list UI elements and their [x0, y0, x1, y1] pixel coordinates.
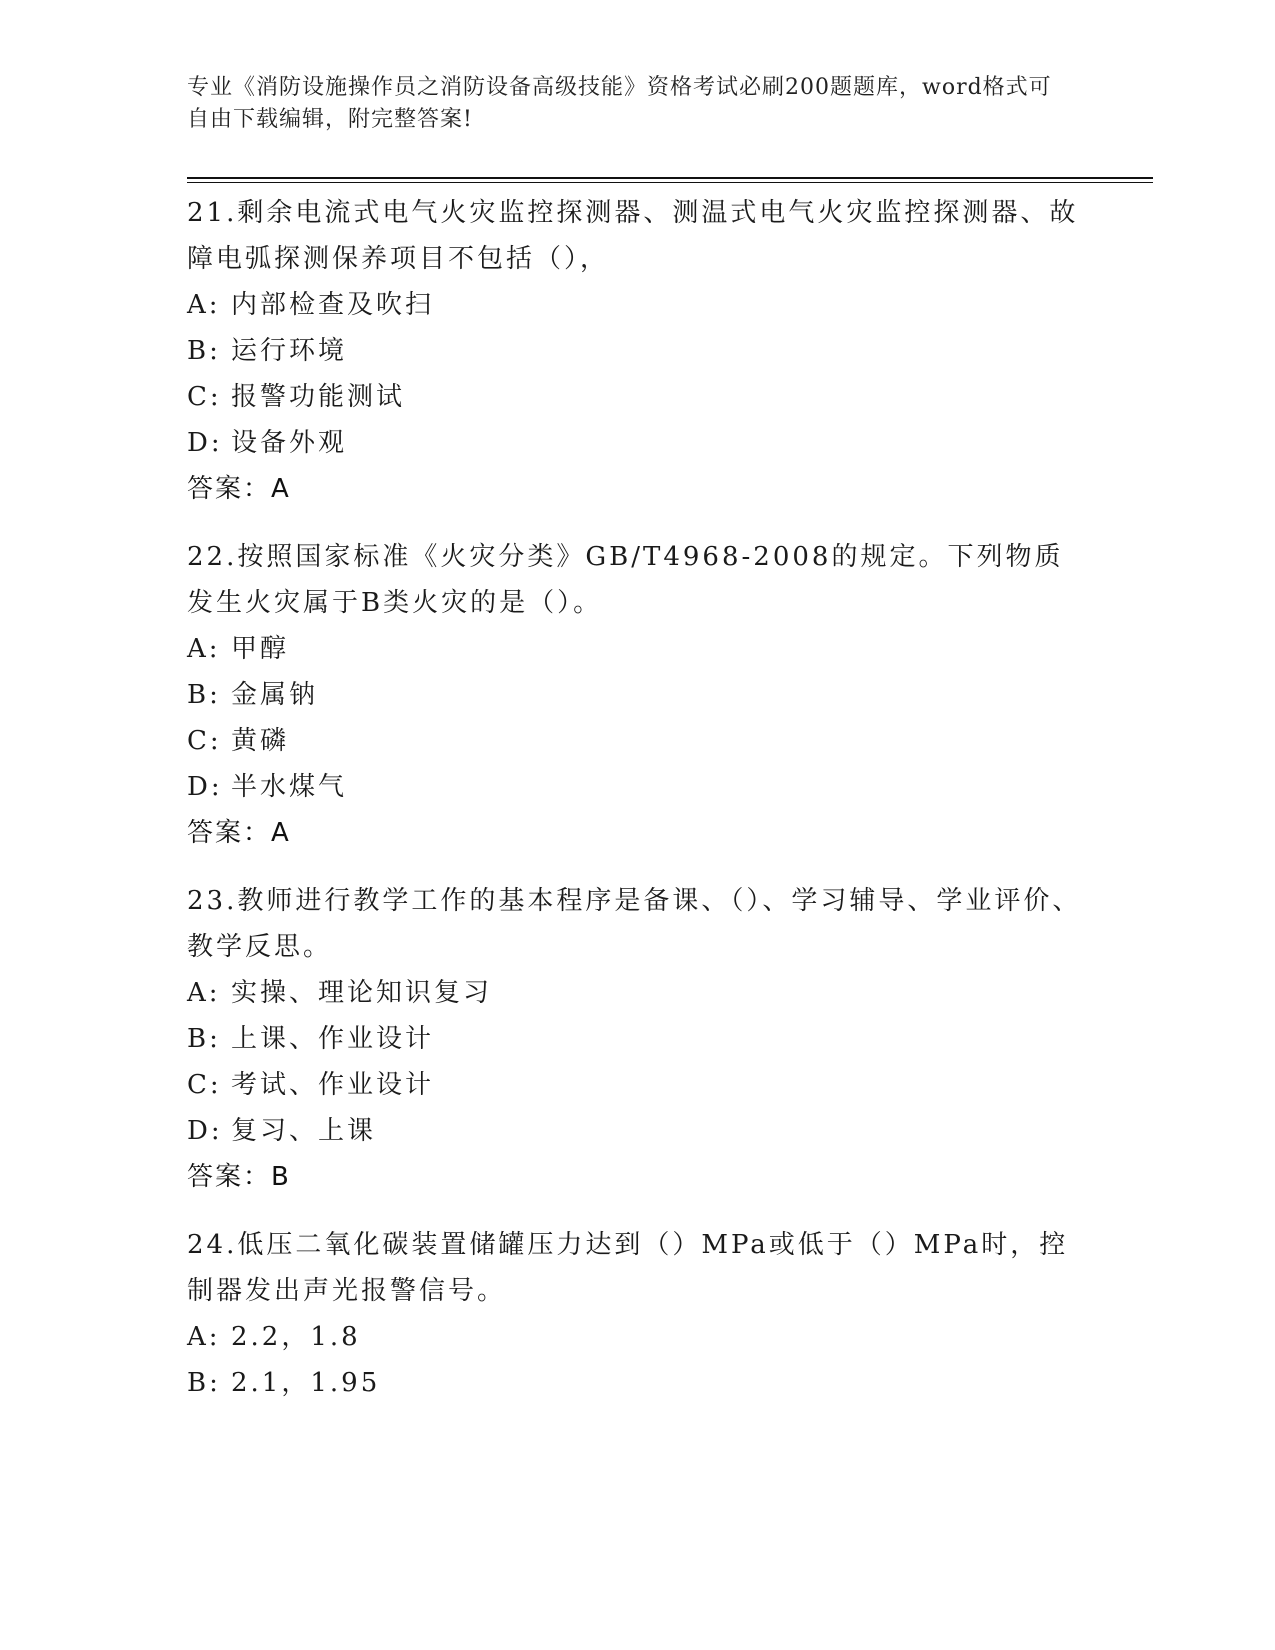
- option-text: 黄磷: [231, 726, 290, 756]
- question-21: [187, 190, 1087, 512]
- option-b: [187, 672, 1087, 718]
- option-text: 实操、理论知识复习: [231, 978, 493, 1008]
- option-b: [187, 1360, 1087, 1406]
- option-key: A:: [187, 1322, 221, 1352]
- question-22: [187, 534, 1087, 856]
- option-key: A:: [187, 978, 221, 1008]
- option-c: [187, 1062, 1087, 1108]
- option-key: C:: [187, 1070, 222, 1100]
- option-text: 内部检查及吹扫: [231, 290, 435, 320]
- header-divider-thick: [187, 177, 1153, 179]
- option-key: C:: [187, 382, 222, 412]
- answer-label: 答案：B: [187, 1162, 291, 1192]
- option-c: [187, 374, 1087, 420]
- document-header: 专业《消防设施操作员之消防设备高级技能》资格考试必刷200题题库，word格式可自由下载编辑，附完整答案!: [187, 75, 1052, 132]
- option-b: [187, 1016, 1087, 1062]
- option-d: [187, 764, 1087, 810]
- option-a: [187, 1314, 1087, 1360]
- option-text: 上课、作业设计: [231, 1024, 435, 1054]
- question-stem: 23.教师进行教学工作的基本程序是备课、（）、学习辅导、学业评价、教学反思。: [187, 886, 1082, 962]
- option-key: B:: [187, 336, 221, 366]
- option-key: D:: [187, 772, 223, 802]
- question-stem: 21.剩余电流式电气火灾监控探测器、测温式电气火灾监控探测器、故障电弧探测保养项目不包括（），: [187, 198, 1079, 274]
- option-text: 复习、上课: [231, 1116, 377, 1146]
- option-text: 考试、作业设计: [231, 1070, 435, 1100]
- option-text: 报警功能测试: [231, 382, 406, 412]
- question-24: [187, 1222, 1087, 1406]
- answer-label: 答案：A: [187, 474, 291, 504]
- option-c: [187, 718, 1087, 764]
- option-a: [187, 282, 1087, 328]
- option-key: A:: [187, 290, 221, 320]
- answer-label: 答案：A: [187, 818, 291, 848]
- question-stem: 24.低压二氧化碳装置储罐压力达到（）MPa或低于（）MPa时，控制器发出声光报警信号。: [187, 1230, 1069, 1306]
- header-divider-thin: [187, 182, 1153, 183]
- option-text: 半水煤气: [231, 772, 348, 802]
- option-a: [187, 626, 1087, 672]
- option-text: 2.2，1.8: [231, 1322, 361, 1352]
- option-b: [187, 328, 1087, 374]
- question-stem: 22.按照国家标准《火灾分类》GB/T4968-2008的规定。下列物质发生火灾属于B类火灾的是（）。: [187, 542, 1064, 618]
- option-text: 2.1，1.95: [231, 1368, 381, 1398]
- option-key: B:: [187, 680, 221, 710]
- option-key: A:: [187, 634, 221, 664]
- option-key: D:: [187, 1116, 223, 1146]
- option-text: 运行环境: [231, 336, 348, 366]
- option-d: [187, 1108, 1087, 1154]
- option-a: [187, 970, 1087, 1016]
- option-key: C:: [187, 726, 222, 756]
- option-text: 金属钠: [231, 680, 319, 710]
- option-key: B:: [187, 1024, 221, 1054]
- question-list: [187, 190, 1087, 1428]
- option-text: 设备外观: [231, 428, 348, 458]
- option-text: 甲醇: [231, 634, 290, 664]
- option-d: [187, 420, 1087, 466]
- question-23: [187, 878, 1087, 1200]
- option-key: D:: [187, 428, 223, 458]
- option-key: B:: [187, 1368, 221, 1398]
